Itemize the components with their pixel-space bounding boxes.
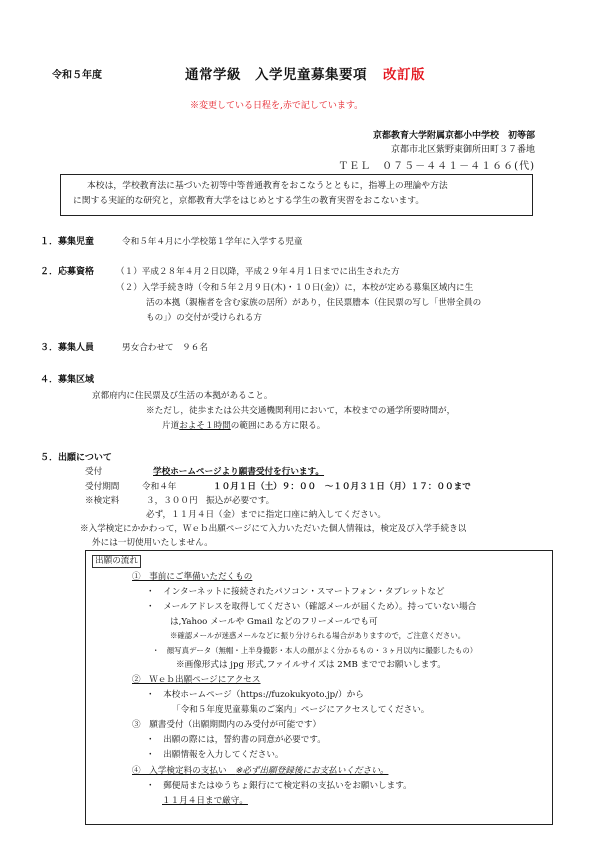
privacy-note-cont: 外には一切使用いたしません。	[92, 538, 213, 548]
flow-step-1: ① 事前にご準備いただくもの	[132, 572, 253, 582]
section-number: ２．	[40, 267, 59, 277]
school-tel: ＴＥＬ ０７５－４４１－４１６６(代)	[338, 161, 535, 172]
flow-bullet: ・ インターネットに接続されたパソコン・スマートフォン・タブレットなど	[146, 587, 445, 597]
section-4	[40, 374, 94, 386]
section-2	[40, 266, 94, 278]
section-number: ４．	[40, 375, 59, 385]
flow-note: ※確認メールが迷惑メールなどに振り分けられる場合がありますので，ご注意ください。	[170, 631, 466, 640]
flow-label: 出願の流れ	[92, 555, 141, 568]
period-text: １０月１日（土）９：００ ～１０月３１日（月）１７：００まで	[213, 482, 471, 492]
intro-line: に関する実証的な研究と，京都教育大学をはじめとする学生の教育実習をおこないます。	[73, 196, 425, 206]
flow-step-2: ② Ｗｅｂ出願ページにアクセス	[132, 675, 261, 685]
accept-text: 学校ホームページより願書受付を行います。	[153, 467, 325, 477]
flow-step-3: ③ 願書受付（出願期間内のみ受付が可能です）	[132, 720, 322, 730]
flow-bullet: ・ 出願情報を入力してください。	[146, 750, 284, 760]
intro-line: 本校は，学校教育法に基づいた初等中等普通教育をおこなうとともに，指導上の理論や方法	[87, 181, 448, 191]
flow-step-4-label: ④ 入学検定料の支払い	[132, 766, 236, 776]
flow-bullet: ・ メールアドレスを取得してください（確認メールが届くため）。持っていない場合	[146, 602, 477, 612]
section-title: 募集区域	[58, 375, 95, 385]
section-1-text: 令和５年４月に小学校第１学年に入学する児童	[122, 237, 303, 247]
section-title: 応募資格	[58, 267, 95, 277]
school-address: 京都市北区紫野東御所田町３７番地	[390, 145, 535, 155]
area-line-2: ※ただし，徒歩または公共交通機関利用において，本校までの通学所要時間が，	[146, 406, 456, 416]
fee-label: ※検定料	[85, 496, 120, 506]
flow-bullet: ・ 顔写真データ（無帽・上半身撮影・本人の顔がよく分かるもの・３ヶ月以内に撮影したもの）	[152, 646, 478, 655]
period-prefix: 令和４年	[142, 482, 177, 492]
school-name: 京都教育大学附属京都小中学校 初等部	[372, 131, 535, 141]
flow-step-4-emphasis: ※必ず出願登録後にお支払いください。	[235, 766, 389, 776]
section-number: ５．	[40, 453, 59, 463]
intro-box	[60, 174, 533, 216]
fiscal-year: 令和５年度	[52, 70, 102, 81]
flow-bullet-cont: は,Yahoo メールや Gmail などのフリーメールでも可	[170, 617, 378, 627]
section-3	[40, 342, 94, 354]
area-line-3c: の範囲にある方に限る。	[230, 421, 326, 431]
flow-bullet: ・ 出願の際には，誓約書の同意が必要です。	[146, 735, 326, 745]
fee-note: 必ず，１１月４日（金）までに指定口座に納入してください。	[146, 510, 386, 520]
section-title: 募集人員	[58, 343, 95, 353]
section-3-text: 男女合わせて ９６名	[122, 343, 208, 353]
application-flow-box	[85, 550, 553, 825]
flow-bullet-cont: 「令和５年度児童募集のご案内」ページにアクセスしてください。	[172, 705, 430, 715]
flow-bullet: ・ 郵便局またはゆうちょ銀行にて検定料の支払いをお願いします。	[146, 781, 412, 791]
section-number: ３．	[40, 343, 59, 353]
eligibility-item-1: （１）平成２８年４月２日以降，平成２９年４月１日までに出生された方	[116, 267, 400, 277]
period-label: 受付期間	[85, 482, 120, 492]
area-line-3b: およそ１時間	[179, 421, 231, 431]
section-title: 出願について	[58, 453, 112, 463]
flow-note: ※画像形式は jpg 形式,ファイルサイズは 2MB まででお願いします。	[176, 660, 446, 670]
eligibility-item-2-cont: もの」）の交付が受けられる方	[146, 313, 263, 323]
page-title	[185, 63, 425, 83]
accept-label: 受付	[85, 467, 103, 477]
eligibility-item-2: （２）入学手続き時（令和５年２月９日(木)・１０日(金)）に，本校が定める募集区域内に生	[116, 283, 474, 293]
area-line-3	[162, 420, 325, 432]
revision-badge: 改訂版	[383, 67, 425, 83]
privacy-note: ※入学検定にかかわって，Ｗｅｂ出願ページにて入力いただいた個人情報は，検定及び入学手続き以	[80, 524, 467, 534]
revision-note: ※変更している日程を,赤で記しています。	[190, 101, 364, 111]
section-title: 募集児童	[58, 237, 95, 247]
area-line-1: 京都府内に住民票及び生活の本拠があること。	[92, 391, 273, 401]
flow-bullet: ・ 本校ホームページ（https://fuzokukyoto.jp/）から	[146, 690, 364, 700]
section-1	[40, 236, 94, 248]
area-line-3a: 片道	[162, 421, 180, 431]
section-number: １．	[40, 237, 59, 247]
fee-text: ３，３００円 振込が必要です。	[146, 496, 275, 506]
flow-deadline: １１月４日まで厳守。	[162, 796, 248, 806]
title-text: 通常学級 入学児童募集要項	[185, 67, 367, 83]
eligibility-item-2-cont: 活の本拠（親権者を含む家族の居所）があり，住民票謄本（住民票の写し「世帯全員の	[146, 298, 482, 308]
section-5	[40, 452, 112, 464]
flow-step-4	[132, 764, 388, 776]
